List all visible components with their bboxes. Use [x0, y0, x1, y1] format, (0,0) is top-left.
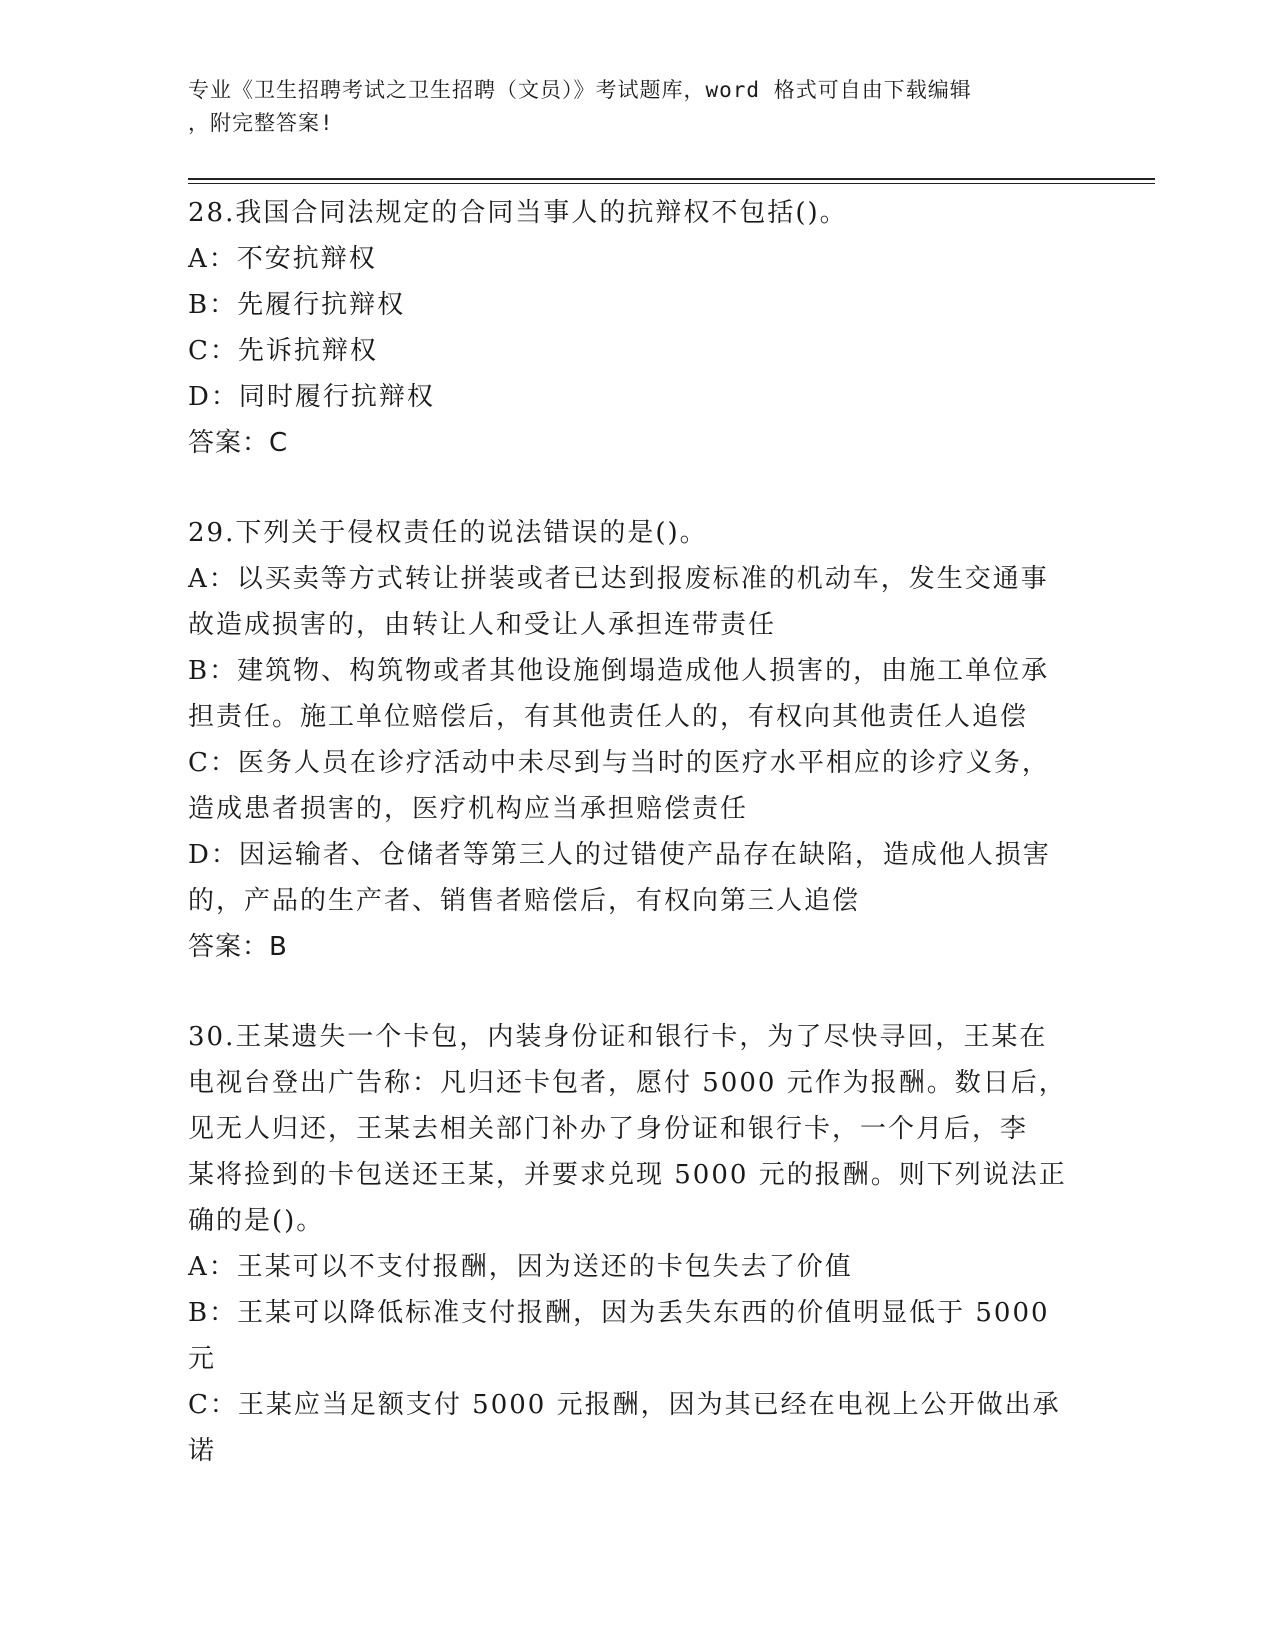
option-b-continued: 元	[188, 1344, 217, 1374]
option-b-continued: 担责任。施工单位赔偿后，有其他责任人的，有权向其他责任人追偿	[188, 702, 1029, 732]
option-a-continued: 故造成损害的，由转让人和受让人承担连带责任	[188, 610, 777, 640]
option-c: C：王某应当足额支付 5000 元报酬，因为其已经在电视上公开做出承	[188, 1390, 1061, 1420]
option-a: A：不安抗辩权	[188, 244, 377, 274]
spacer	[188, 970, 1088, 1014]
header-divider	[188, 178, 1155, 180]
question-list	[188, 190, 1088, 1474]
question-stem-continued: 见无人归还，王某去相关部门补办了身份证和银行卡，一个月后，李	[188, 1114, 1029, 1144]
question-block	[188, 1014, 1088, 1474]
option-b: B：建筑物、构筑物或者其他设施倒塌造成他人损害的，由施工单位承	[188, 656, 1050, 686]
question-stem-continued: 确的是()。	[188, 1206, 325, 1236]
answer-label: 答案：C	[188, 428, 289, 458]
answer-label: 答案：B	[188, 932, 288, 962]
option-a: A：以买卖等方式转让拼装或者已达到报废标准的机动车，发生交通事	[188, 564, 1049, 594]
option-d: D：因运输者、仓储者等第三人的过错使产品存在缺陷，造成他人损害	[188, 840, 1051, 870]
question-block	[188, 510, 1088, 970]
document-header	[188, 74, 1068, 140]
question-stem-continued: 电视台登出广告称：凡归还卡包者，愿付 5000 元作为报酬。数日后，	[188, 1068, 1067, 1098]
option-b: B：先履行抗辩权	[188, 290, 406, 320]
header-divider	[188, 183, 1155, 184]
option-d-continued: 的，产品的生产者、销售者赔偿后，有权向第三人追偿	[188, 886, 861, 916]
option-c-continued: 造成患者损害的，医疗机构应当承担赔偿责任	[188, 794, 749, 824]
question-block	[188, 190, 1088, 466]
option-c-continued: 诺	[188, 1436, 217, 1466]
option-c: C：医务人员在诊疗活动中未尽到与当时的医疗水平相应的诊疗义务，	[188, 748, 1050, 778]
question-stem: 29.下列关于侵权责任的说法错误的是()。	[188, 518, 708, 548]
option-d: D：同时履行抗辩权	[188, 382, 435, 412]
question-stem: 28.我国合同法规定的合同当事人的抗辩权不包括()。	[188, 198, 848, 228]
question-stem: 30.王某遗失一个卡包，内装身份证和银行卡，为了尽快寻回，王某在	[188, 1022, 1048, 1052]
option-c: C：先诉抗辩权	[188, 336, 378, 366]
option-b: B：王某可以降低标准支付报酬，因为丢失东西的价值明显低于 5000	[188, 1298, 1050, 1328]
header-line: 专业《卫生招聘考试之卫生招聘（文员）》考试题库，word 格式可自由下载编辑	[188, 78, 972, 102]
spacer	[188, 466, 1088, 510]
header-line: ，附完整答案!	[188, 111, 334, 135]
option-a: A：王某可以不支付报酬，因为送还的卡包失去了价值	[188, 1252, 853, 1282]
question-stem-continued: 某将捡到的卡包送还王某，并要求兑现 5000 元的报酬。则下列说法正	[188, 1160, 1067, 1190]
